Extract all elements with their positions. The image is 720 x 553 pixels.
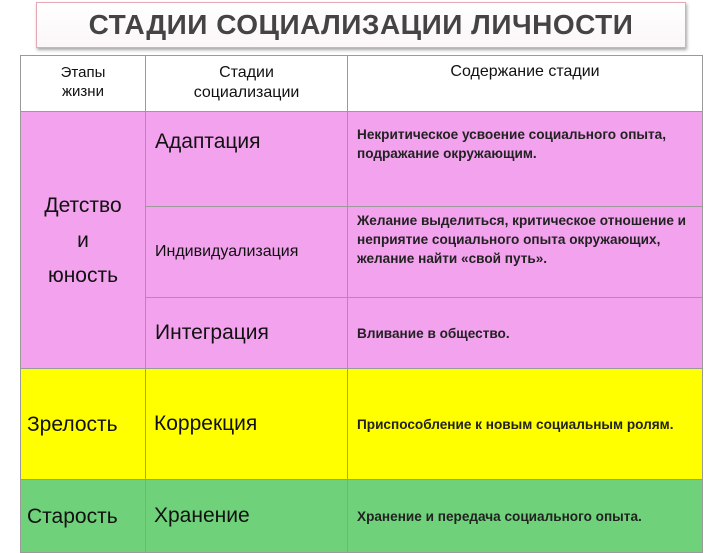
stage-preservation: Хранение bbox=[146, 480, 348, 553]
header-socialization-stages bbox=[146, 56, 348, 112]
header-life-stages-line1: Этапы bbox=[60, 64, 106, 81]
title-box bbox=[36, 2, 686, 48]
table-row bbox=[21, 112, 703, 207]
stage-integration: Интеграция bbox=[146, 298, 348, 369]
group-childhood-line3: юность bbox=[47, 263, 119, 287]
header-row bbox=[21, 56, 703, 112]
group-old-age: Старость bbox=[21, 480, 146, 553]
table-row bbox=[21, 369, 703, 480]
stage-individualization: Индивидуализация bbox=[146, 207, 348, 298]
group-maturity: Зрелость bbox=[21, 369, 146, 480]
group-childhood-line1: Детство bbox=[44, 193, 122, 217]
header-socialization-stages-line2: социализации bbox=[193, 84, 300, 101]
content-adaptation: Некритическое усвоение социального опыта, подражание окружающим. bbox=[348, 112, 703, 207]
content-preservation: Хранение и передача социального опыта. bbox=[348, 480, 703, 553]
content-integration: Вливание в общество. bbox=[348, 298, 703, 369]
group-childhood-line2: и bbox=[77, 228, 89, 252]
stage-correction: Коррекция bbox=[146, 369, 348, 480]
socialization-table bbox=[20, 55, 703, 553]
header-life-stages bbox=[21, 56, 146, 112]
stage-adaptation: Адаптация bbox=[146, 112, 348, 207]
group-childhood-youth bbox=[21, 112, 146, 369]
header-socialization-stages-line1: Стадии bbox=[219, 64, 274, 81]
content-individualization: Желание выделиться, критическое отношение и неприятие социального опыта окружающих, желание найти «свой путь». bbox=[348, 207, 703, 298]
content-correction: Приспособление к новым социальным ролям. bbox=[348, 369, 703, 480]
header-life-stages-line2: жизни bbox=[62, 83, 104, 100]
page-title: СТАДИИ СОЦИАЛИЗАЦИИ ЛИЧНОСТИ bbox=[88, 9, 634, 40]
table-row bbox=[21, 480, 703, 553]
header-stage-content: Содержание стадии bbox=[348, 56, 703, 112]
